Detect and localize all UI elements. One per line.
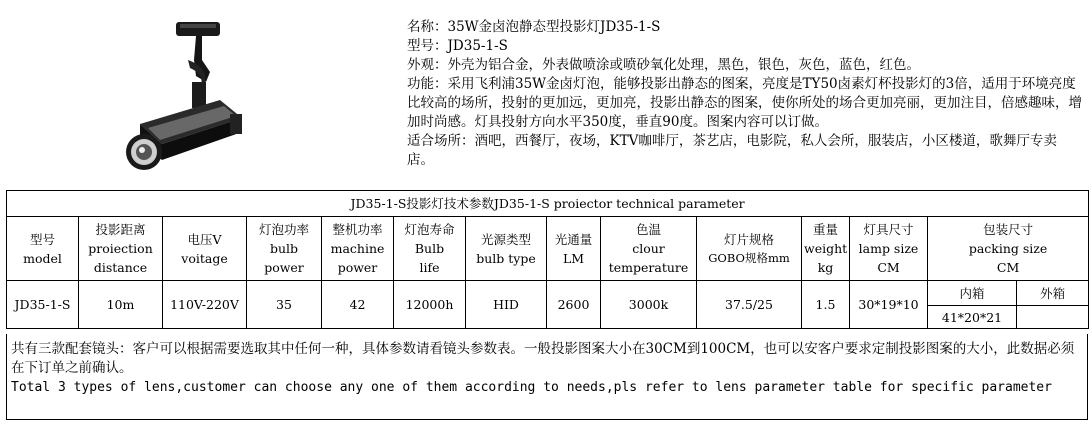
header-distance: 投影距离 proiection distance <box>79 217 163 281</box>
cell-color-temperature: 3000k <box>601 281 697 329</box>
cell-outer-box-label: 外箱 <box>1017 281 1089 306</box>
cell-machine-power: 42 <box>322 281 394 329</box>
cell-lamp-size: 30*19*10 <box>850 281 928 329</box>
spec-table <box>6 190 1089 329</box>
product-description <box>407 18 1082 185</box>
product-model: 型号：JD35-1-S <box>407 38 508 54</box>
header-voltage: 电压V voitage <box>163 217 247 281</box>
cell-outer-box-size <box>1017 306 1089 329</box>
cell-distance: 10m <box>79 281 163 329</box>
notes-chinese: 共有三款配套镜头：客户可以根据需要选取其中任何一种，具体参数请看镜头参数表。一般投影图案大小在30CM到100CM，也可以安客户要求定制投影图案的大小，此数据必须在下订单之前确认。 <box>11 341 1075 376</box>
cell-gobo-size: 37.5/25 <box>697 281 802 329</box>
table-header-row <box>7 217 1089 281</box>
header-weight: 重量 weight kg <box>802 217 850 281</box>
product-function: 功能：采用飞利浦35W金卤灯泡，能够投影出静态的图案，亮度是TY50卤素灯杯投影灯的3倍，适用于环境亮度比较高的场所，投射的更加远，更加亮，投影出静态的图案，使你所处的场合更加亮丽，更加注目，倍感趣味，增加时尚感。灯具投射方向水平350度，垂直90度。图案内容可以订做。 <box>407 76 1082 130</box>
product-appearance: 外观：外壳为铝合金，外表做喷涂或喷砂氧化处理，黑色，银色，灰色，蓝色，红色。 <box>407 57 920 73</box>
header-machine-power: 整机功率 machine power <box>322 217 394 281</box>
header-model: 型号 model <box>7 217 79 281</box>
header-gobo-size: 灯片规格 GOBO规格mm <box>697 217 802 281</box>
header-packing-size: 包装尺寸 packing size CM <box>928 217 1089 281</box>
product-name: 名称：35W金卤泡静态型投影灯JD35-1-S <box>407 19 661 35</box>
table-row <box>7 281 1089 306</box>
product-venues: 适合场所：酒吧，西餐厅，夜场，KTV咖啡厅，茶艺店，电影院，私人会所，服装店，小区楼道，歌舞厅专卖店。 <box>407 133 1057 168</box>
cell-bulb-power: 35 <box>247 281 322 329</box>
notes-english: Total 3 types of lens,customer can choose any one of them according to needs,pls refer to lens parameter table for specific parameter <box>11 380 1052 395</box>
cell-inner-box-size: 41*20*21 <box>928 306 1017 329</box>
header-luminous-flux: 光通量 LM <box>547 217 601 281</box>
cell-voltage: 110V-220V <box>163 281 247 329</box>
header-bulb-power: 灯泡功率 bulb power <box>247 217 322 281</box>
cell-luminous-flux: 2600 <box>547 281 601 329</box>
cell-bulb-type: HID <box>466 281 547 329</box>
header-color-temperature: 色温 clour temperature <box>601 217 697 281</box>
cell-model: JD35-1-S <box>7 281 79 329</box>
cell-weight: 1.5 <box>802 281 850 329</box>
cell-inner-box-label: 内箱 <box>928 281 1017 306</box>
table-title: JD35-1-S投影灯技术参数JD35-1-S proiector technical parameter <box>7 191 1089 217</box>
header-bulb-type: 光源类型 bulb type <box>466 217 547 281</box>
notes-box <box>6 334 1088 420</box>
cell-bulb-life: 12000h <box>394 281 466 329</box>
table-title-row <box>7 191 1089 217</box>
header-lamp-size: 灯具尺寸 lamp size CM <box>850 217 928 281</box>
header-bulb-life: 灯泡寿命 Bulb life <box>394 217 466 281</box>
projector-photo <box>118 20 250 182</box>
